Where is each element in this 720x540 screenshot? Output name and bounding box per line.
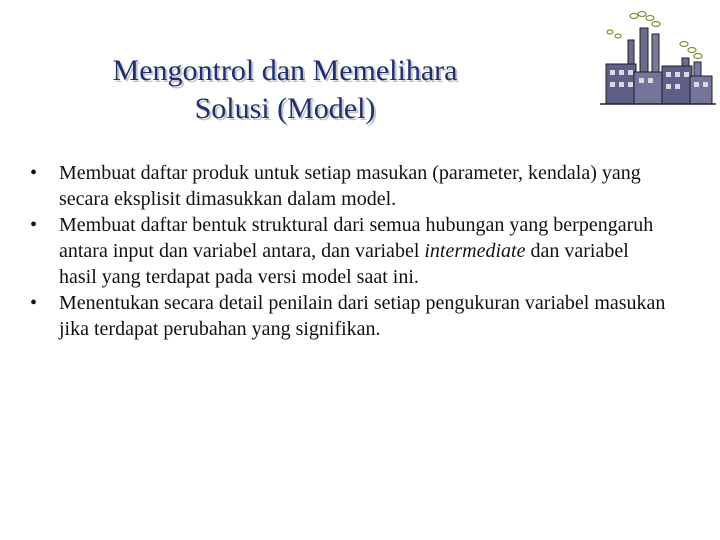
title-line-1: Mengontrol dan Memelihara — [112, 54, 458, 87]
bullet-text-after: dan variabel hasil yang terdapat pada versi model saat ini. — [59, 240, 629, 288]
bullet-list — [30, 160, 670, 342]
bullet-text-before: Membuat daftar bentuk struktural dari semua hubungan yang berpengaruh antara input dan variabel antara, dan variabel — [59, 214, 654, 262]
factory-icon — [594, 4, 720, 110]
bullet-item-2 — [30, 212, 670, 290]
bullet-marker: • — [30, 162, 38, 184]
bullet-text: Membuat daftar produk untuk setiap masukan (parameter, kendala) yang secara eksplisit dimasukkan dalam model. — [59, 162, 641, 210]
title-line-2: Solusi (Model) — [194, 92, 376, 125]
bullet-marker: • — [30, 214, 38, 236]
bullet-text: Menentukan secara detail penilain dari setiap pengukuran variabel masukan jika terdapat perubahan yang signifikan. — [59, 292, 666, 340]
bullet-text-italic: intermediate — [424, 240, 526, 262]
bullet-item-1 — [30, 160, 670, 212]
bullet-marker: • — [30, 292, 38, 314]
bullet-item-3 — [30, 290, 670, 342]
slide-title — [30, 52, 540, 128]
